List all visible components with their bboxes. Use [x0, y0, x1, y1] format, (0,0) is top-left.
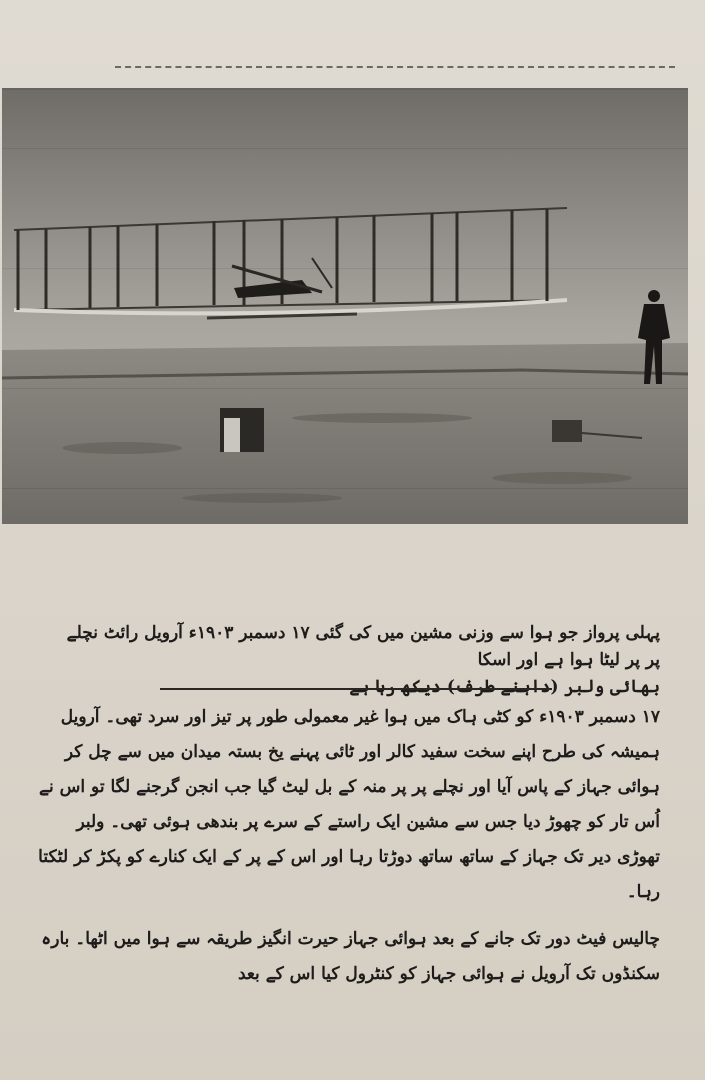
top-divider: [115, 66, 675, 68]
caption-line-2: بھائی ولبر (داہنے طرف) دیکھ رہا ہے: [349, 677, 660, 697]
caption-line-1: پہلی پرواز جو ہوا سے وزنی مشین میں کی گئی ۱۷ دسمبر ۱۹۰۳ء آرویل رائٹ نچلے پر پر لیٹا ہوا ہے اور اسکا: [66, 623, 660, 670]
wright-flyer-photo: [2, 88, 688, 524]
article-body: [30, 700, 660, 1004]
caption-underline: [160, 688, 552, 690]
paragraph-2: چالیس فیٹ دور تک جانے کے بعد ہوائی جہاز حیرت انگیز طریقہ سے ہوا میں اٹھا۔ بارہ سکنڈوں تک آرویل نے ہوائی جہاز کو کنٹرول کیا اس کے بعد: [41, 929, 660, 984]
paragraph-1: ۱۷ دسمبر ۱۹۰۳ء کو کٹی ہاک میں ہوا غیر معمولی طور پر تیز اور سرد تھی۔ آرویل ہمیشہ کی طرح اپنے سخت سفید کالر اور ٹائی پہنے یخ بستہ میدان میں سے چل کر ہوائی جہاز کے پاس آیا اور نچلے پر پر منہ کے بل لیٹ گیا جب انجن گرجنے لگا تو اس نے اُس تار کو چھوڑ دیا جس سے مشین ایک راستے کے سرے پر بندھی ہوئی تھی۔ ولبر تھوڑی دیر تک جہاز کے ساتھ ساتھ دوڑتا رہا اور اس کے پر کے ایک کنارے کو پکڑ کر لٹکتا رہا۔: [38, 707, 660, 902]
